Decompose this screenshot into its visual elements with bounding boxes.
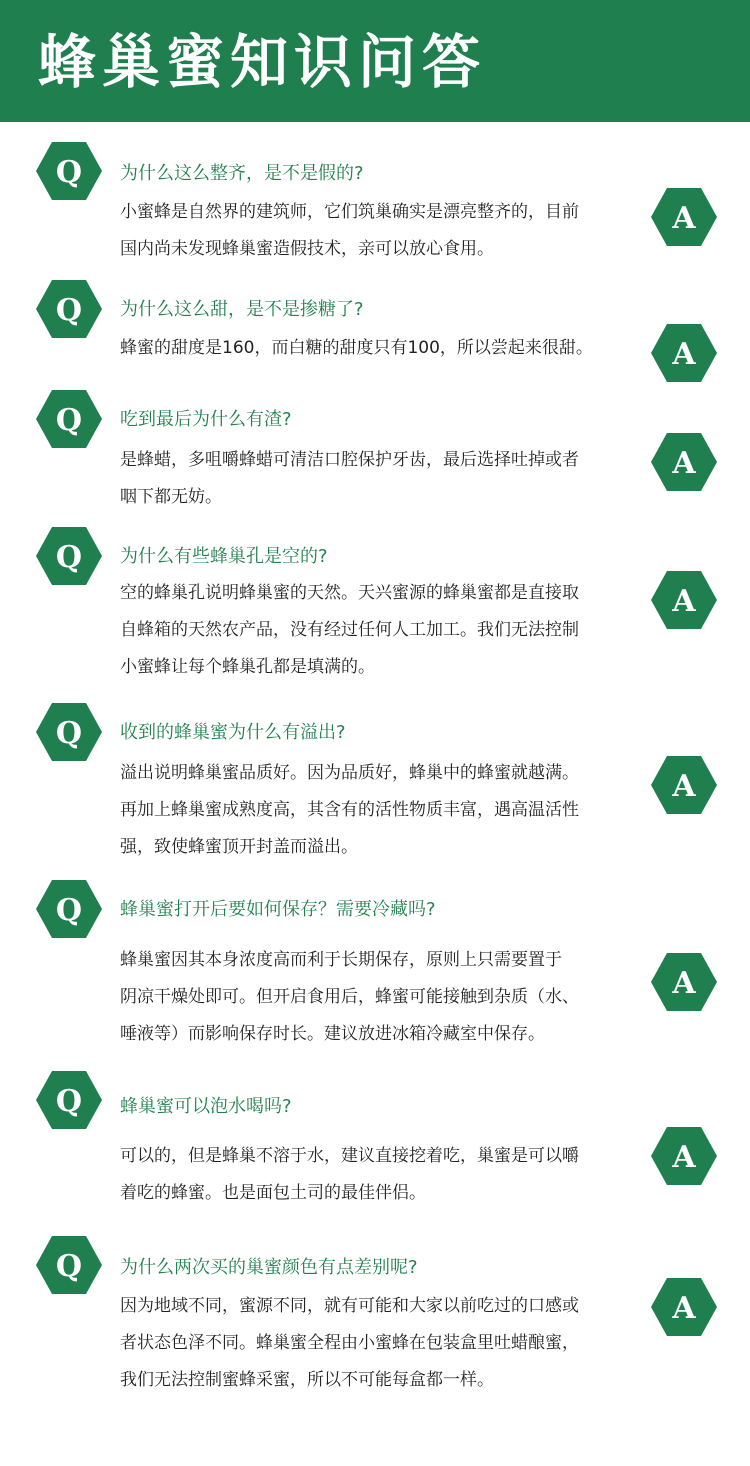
faq-answer-line: 着吃的蜂蜜。也是面包土司的最佳伴侣。 bbox=[120, 1183, 426, 1203]
answer-hex-icon bbox=[651, 324, 717, 382]
faq-answer-line: 我们无法控制蜜蜂采蜜，所以不可能每盒都一样。 bbox=[120, 1370, 494, 1390]
faq-answer bbox=[120, 1138, 620, 1212]
faq-question: 蜂巢蜜打开后要如何保存？需要冷藏吗? bbox=[120, 899, 436, 920]
answer-hex-icon bbox=[651, 433, 717, 491]
faq-answer-line: 空的蜂巢孔说明蜂巢蜜的天然。天兴蜜源的蜂巢蜜都是直接取 bbox=[120, 583, 579, 603]
faq-answer-line: 蜂巢蜜因其本身浓度高而利于长期保存，原则上只需要置于 bbox=[120, 950, 562, 970]
question-hex-letter: Q bbox=[55, 293, 83, 328]
faq-answer-line: 自蜂箱的天然农产品，没有经过任何人工加工。我们无法控制 bbox=[120, 620, 579, 640]
faq-answer bbox=[120, 442, 620, 516]
faq-answer-line: 小蜜蜂是自然界的建筑师，它们筑巢确实是漂亮整齐的，目前 bbox=[120, 202, 579, 222]
faq-question: 为什么两次买的巢蜜颜色有点差别呢? bbox=[120, 1257, 418, 1278]
answer-hex-letter: A bbox=[672, 769, 696, 804]
answer-hex-icon bbox=[651, 1127, 717, 1185]
question-hex-letter: Q bbox=[55, 403, 83, 438]
faq-answer bbox=[120, 575, 620, 686]
faq-answer bbox=[120, 942, 620, 1053]
faq-question: 收到的蜂巢蜜为什么有溢出? bbox=[120, 722, 346, 743]
answer-hex-icon bbox=[651, 756, 717, 814]
question-hex-icon bbox=[36, 527, 102, 585]
question-hex-icon bbox=[36, 390, 102, 448]
faq-question: 为什么这么甜，是不是掺糖了? bbox=[120, 299, 364, 320]
answer-hex-letter: A bbox=[672, 584, 696, 619]
faq-answer-line: 再加上蜂巢蜜成熟度高，其含有的活性物质丰富，遇高温活性 bbox=[120, 800, 579, 820]
question-hex-icon bbox=[36, 1236, 102, 1294]
question-hex-letter: Q bbox=[55, 1249, 83, 1284]
faq-answer-line: 咽下都无妨。 bbox=[120, 487, 222, 507]
faq-answer-line: 唾液等）而影响保存时长。建议放进冰箱冷藏室中保存。 bbox=[120, 1024, 545, 1044]
faq-question: 吃到最后为什么有渣? bbox=[120, 409, 292, 430]
faq-question: 蜂巢蜜可以泡水喝吗? bbox=[120, 1096, 292, 1117]
question-hex-letter: Q bbox=[55, 716, 83, 751]
question-hex-icon bbox=[36, 703, 102, 761]
faq-answer bbox=[120, 1288, 620, 1399]
answer-hex-letter: A bbox=[672, 966, 696, 1001]
faq-answer-line: 强，致使蜂蜜顶开封盖而溢出。 bbox=[120, 837, 358, 857]
faq-answer bbox=[120, 330, 620, 367]
faq-answer-line: 溢出说明蜂巢蜜品质好。因为品质好，蜂巢中的蜂蜜就越满。 bbox=[120, 763, 579, 783]
faq-question: 为什么这么整齐，是不是假的? bbox=[120, 163, 364, 184]
faq-answer bbox=[120, 755, 620, 866]
question-hex-icon bbox=[36, 142, 102, 200]
question-hex-icon bbox=[36, 1071, 102, 1129]
question-hex-letter: Q bbox=[55, 893, 83, 928]
question-hex-icon bbox=[36, 280, 102, 338]
answer-hex-letter: A bbox=[672, 1140, 696, 1175]
page-title: 蜂巢蜜知识问答 bbox=[38, 28, 487, 96]
question-hex-letter: Q bbox=[55, 1084, 83, 1119]
answer-hex-icon bbox=[651, 1278, 717, 1336]
faq-answer-line: 者状态色泽不同。蜂巢蜜全程由小蜜蜂在包装盒里吐蜡酿蜜， bbox=[120, 1333, 579, 1353]
answer-hex-icon bbox=[651, 953, 717, 1011]
question-hex-icon bbox=[36, 880, 102, 938]
answer-hex-letter: A bbox=[672, 337, 696, 372]
answer-hex-letter: A bbox=[672, 446, 696, 481]
faq-answer-line: 可以的，但是蜂巢不溶于水，建议直接挖着吃，巢蜜是可以嚼 bbox=[120, 1146, 579, 1166]
question-hex-letter: Q bbox=[55, 540, 83, 575]
faq-answer-line: 阴凉干燥处即可。但开启食用后，蜂蜜可能接触到杂质（水、 bbox=[120, 987, 579, 1007]
faq-answer-line: 因为地域不同，蜜源不同，就有可能和大家以前吃过的口感或 bbox=[120, 1296, 579, 1316]
faq-answer-line: 国内尚未发现蜂巢蜜造假技术，亲可以放心食用。 bbox=[120, 239, 494, 259]
faq-answer-line: 蜂蜜的甜度是160，而白糖的甜度只有100，所以尝起来很甜。 bbox=[120, 338, 593, 358]
faq-question: 为什么有些蜂巢孔是空的? bbox=[120, 546, 328, 567]
faq-answer bbox=[120, 194, 620, 268]
page-header bbox=[0, 0, 750, 122]
question-hex-letter: Q bbox=[55, 155, 83, 190]
answer-hex-icon bbox=[651, 571, 717, 629]
answer-hex-letter: A bbox=[672, 201, 696, 236]
answer-hex-letter: A bbox=[672, 1291, 696, 1326]
answer-hex-icon bbox=[651, 188, 717, 246]
faq-answer-line: 是蜂蜡，多咀嚼蜂蜡可清洁口腔保护牙齿，最后选择吐掉或者 bbox=[120, 450, 579, 470]
faq-answer-line: 小蜜蜂让每个蜂巢孔都是填满的。 bbox=[120, 657, 375, 677]
